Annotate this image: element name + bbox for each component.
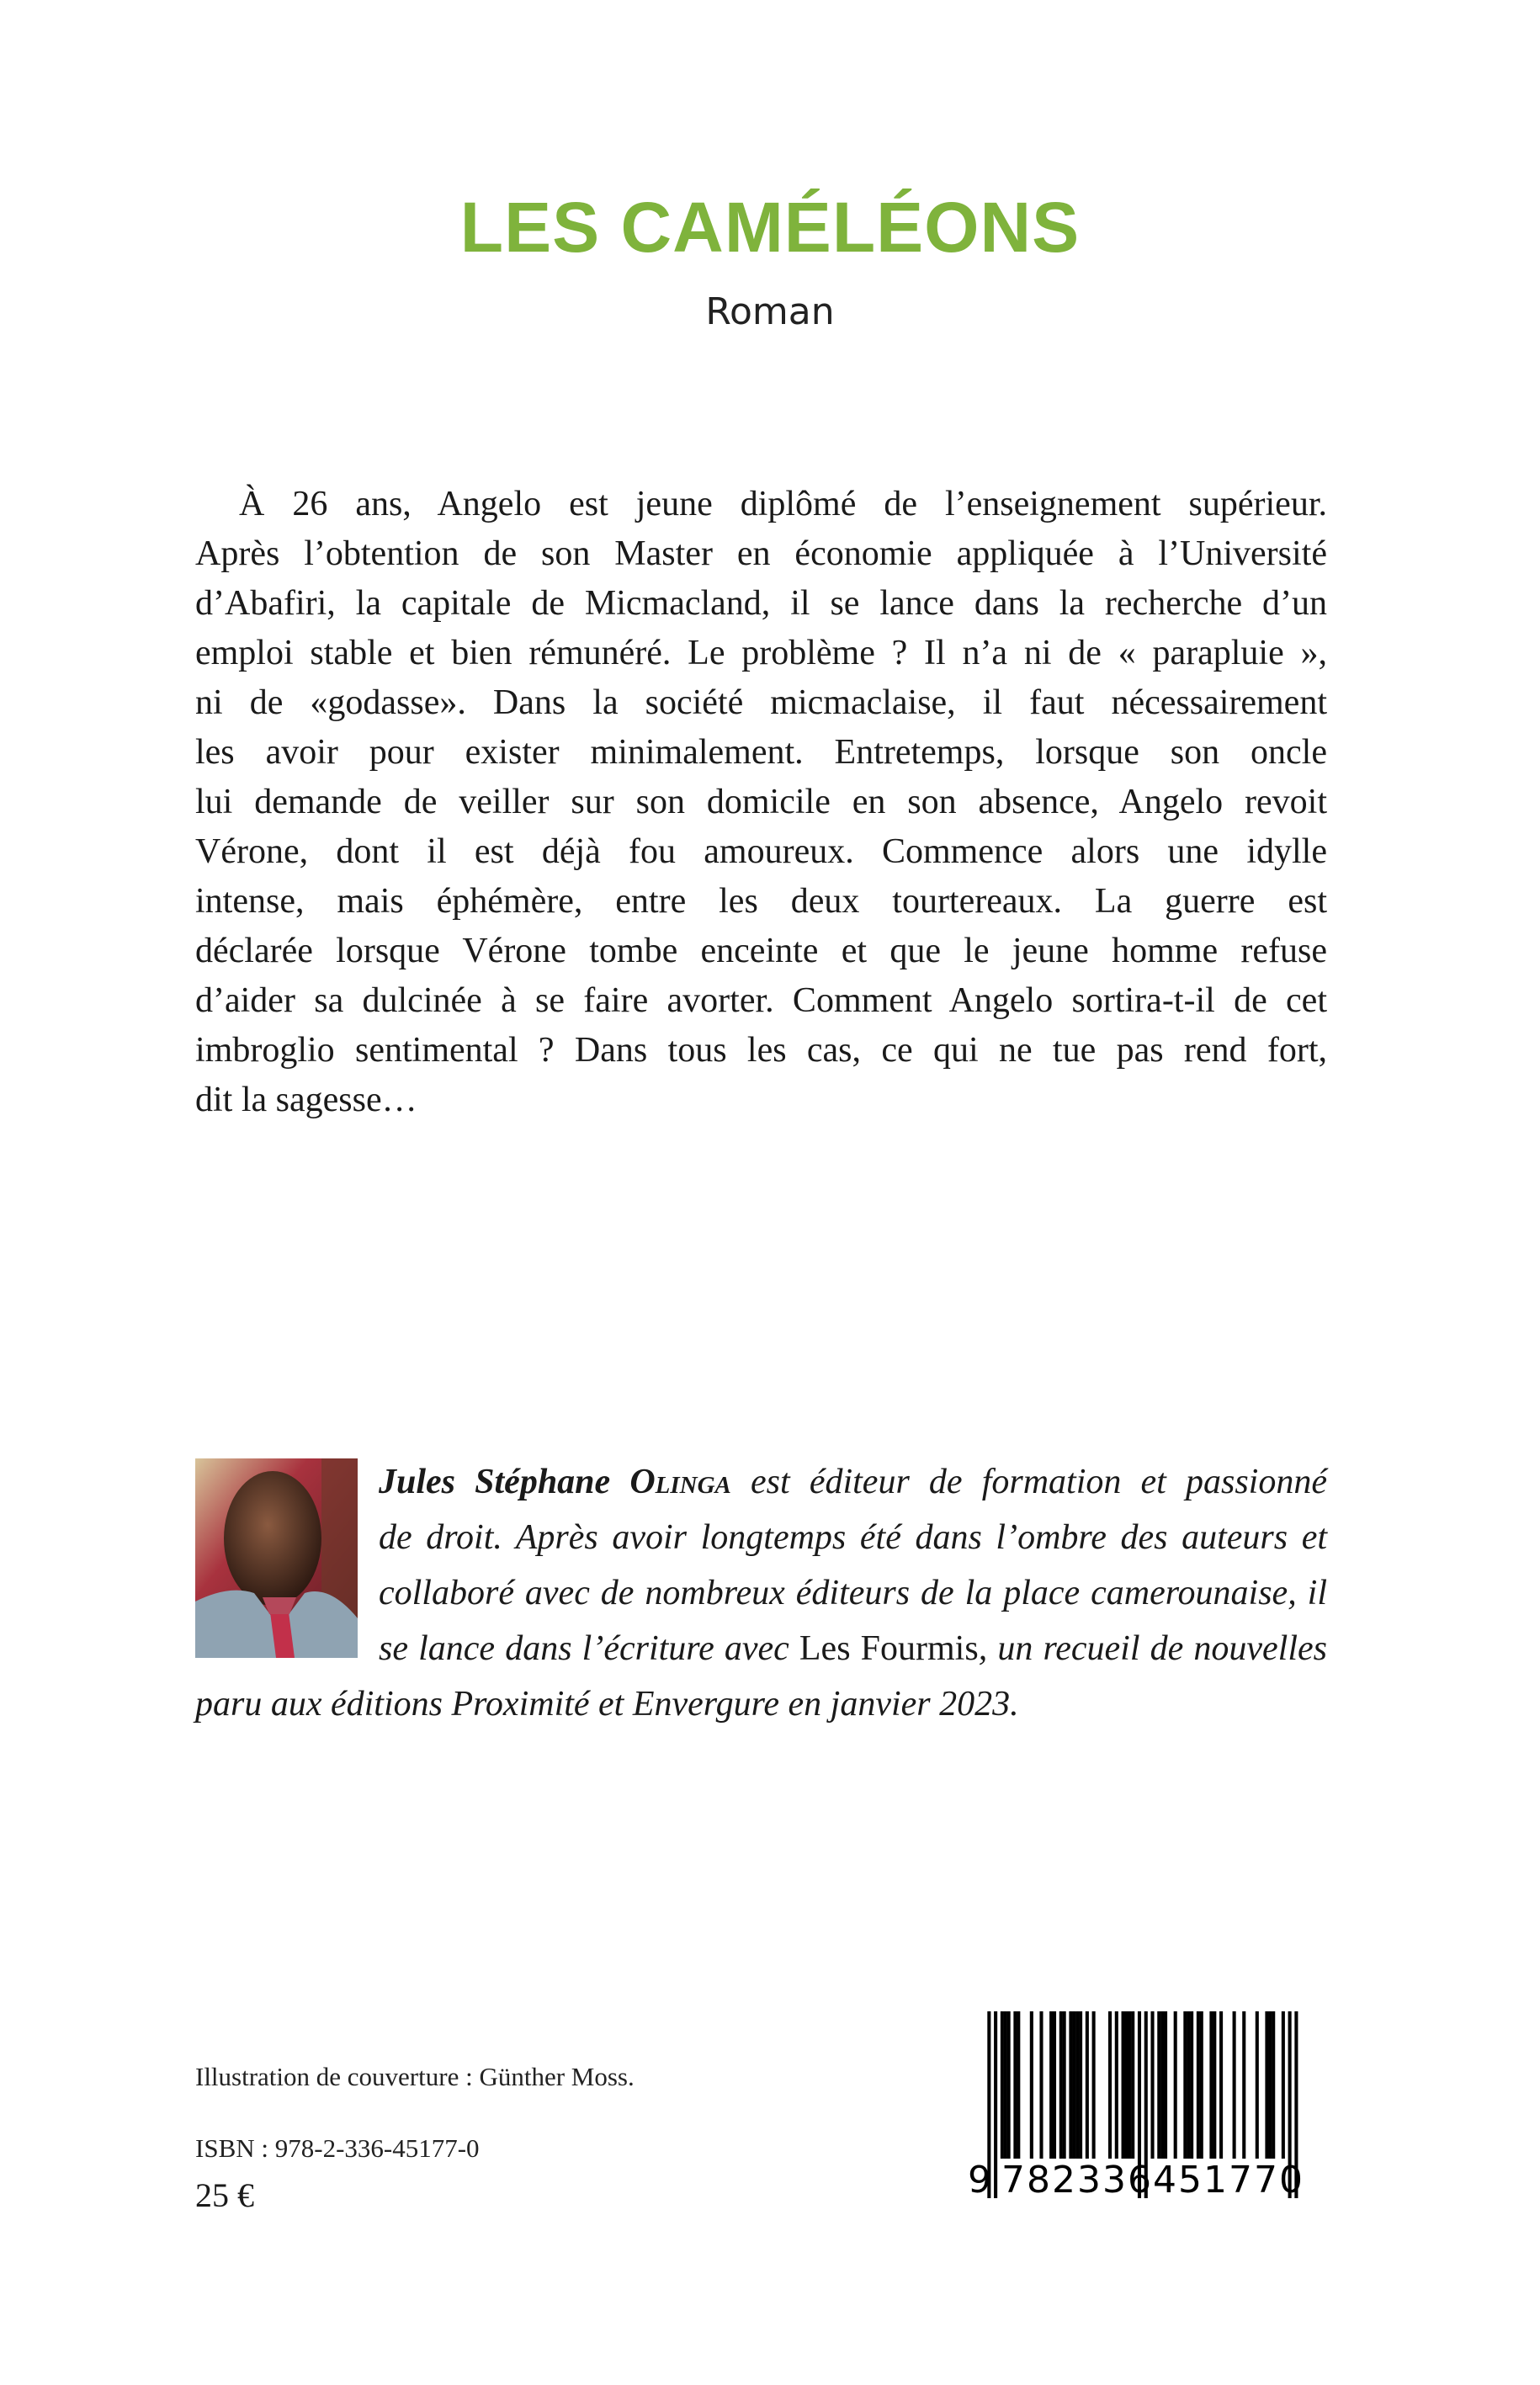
blurb-line: d’aider sa dulcinée à se faire avorter. Comment Angelo sortira-t-il de cet: [195, 981, 1327, 1020]
barcode-bar: [1190, 2011, 1193, 2159]
cited-book-title: Les Fourmis: [799, 1629, 979, 1668]
blurb-line: lui demande de veiller sur son domicile en son absence, Angelo revoit: [195, 783, 1327, 821]
blurb-line: déclarée lorsque Vérone tombe enceinte et que le jeune homme refuse: [195, 932, 1327, 970]
barcode-bar: [1157, 2011, 1160, 2159]
barcode-bar: [1265, 2011, 1268, 2159]
barcode-bar: [1039, 2011, 1043, 2159]
barcode-bar: [1004, 2011, 1007, 2159]
bio-line: [195, 1454, 1327, 1510]
bio-line: de droit. Après avoir longtemps été dans l’ombre des auteurs et: [379, 1518, 1327, 1557]
barcode-bar: [1013, 2011, 1017, 2159]
bio-text: , un recueil de nouvelles: [978, 1629, 1327, 1668]
blurb-line: d’Abafiri, la capitale de Micmacland, il se lance dans la recherche d’un: [195, 584, 1327, 623]
barcode-bar: [1079, 2011, 1082, 2159]
blurb-line: ni de «godasse». Dans la société micmaclaise, il faut nécessairement: [195, 683, 1327, 722]
barcode-bar: [1053, 2011, 1056, 2159]
barcode-bar: [1128, 2011, 1131, 2159]
bio-text: se lance dans l’écriture avec: [379, 1629, 799, 1668]
barcode-bar: [1030, 2011, 1033, 2159]
barcode-bar: [1160, 2011, 1164, 2159]
bio-line: collaboré avec de nombreux éditeurs de la place camerounaise, il: [379, 1574, 1327, 1612]
bio-line: [195, 1621, 1327, 1676]
illustration-credit: Illustration de couverture : Günther Moss.: [195, 2062, 635, 2091]
blurb-line: À 26 ans, Angelo est jeune diplômé de l’enseignement supérieur.: [239, 485, 1327, 523]
barcode-bar: [1086, 2011, 1089, 2159]
isbn: ISBN : 978-2-336-45177-0: [195, 2133, 480, 2163]
barcode-bar: [1075, 2011, 1079, 2159]
blurb-line: les avoir pour exister minimalement. Entretemps, lorsque son oncle: [195, 733, 1327, 772]
barcode-bar: [1007, 2011, 1011, 2159]
barcode-bar: [1063, 2011, 1066, 2159]
barcode-bar: [1124, 2011, 1128, 2159]
barcode-bar: [1069, 2011, 1072, 2159]
barcode-bar: [994, 2011, 997, 2198]
barcode-bar: [1108, 2011, 1112, 2159]
barcode-bar: [1131, 2011, 1134, 2159]
barcode-bar: [1115, 2011, 1118, 2159]
barcode-bar: [1256, 2011, 1259, 2159]
barcode-bar: [1164, 2011, 1167, 2159]
barcode-bar: [1213, 2011, 1216, 2159]
barcode-bar: [1272, 2011, 1275, 2159]
blurb-line: Vérone, dont il est déjà fou amoureux. Commence alors une idylle: [195, 832, 1327, 871]
blurb-line: emploi stable et bien rémunéré. Le problème ? Il n’a ni de « parapluie »,: [195, 634, 1327, 672]
book-title: LES CAMÉLÉONS: [459, 188, 1081, 267]
blurb-line: imbroglio sentimental ? Dans tous les cas, ce qui ne tue pas rend fort,: [195, 1031, 1327, 1070]
author-bio: [195, 1454, 1327, 1732]
bio-line: paru aux éditions Proximité et Envergure en janvier 2023.: [195, 1685, 1019, 1724]
barcode-bar: [1001, 2011, 1004, 2159]
barcode-digit-first: 9: [968, 2159, 991, 2202]
barcode-bar: [1059, 2011, 1063, 2159]
barcode-bar: [1017, 2011, 1020, 2159]
blurb-line: dit la sagesse…: [195, 1081, 417, 1119]
barcode-bar: [1219, 2011, 1223, 2159]
book-genre: Roman: [705, 290, 835, 333]
barcode-bar: [1174, 2011, 1177, 2159]
barcode-bar: [1268, 2011, 1272, 2159]
barcode-bar: [1242, 2011, 1245, 2159]
barcode-bar: [1282, 2011, 1285, 2159]
barcode-bar: [1209, 2011, 1213, 2159]
barcode-digits-left: 782336: [1001, 2159, 1153, 2202]
author-surname: Olinga: [629, 1463, 731, 1501]
barcode-bar: [1049, 2011, 1053, 2159]
barcode-bar: [1197, 2011, 1200, 2159]
blurb-line: intense, mais éphémère, entre les deux tourtereaux. La guerre est: [195, 882, 1327, 921]
blurb-line: Après l’obtention de son Master en économie appliquée à l’Université: [195, 534, 1327, 573]
barcode-digits-right: 451770: [1153, 2159, 1304, 2202]
barcode-bar: [1183, 2011, 1187, 2159]
bio-text: est éditeur de formation et passionné: [730, 1463, 1327, 1501]
price: 25 €: [195, 2176, 254, 2214]
barcode-bar: [1150, 2011, 1154, 2159]
barcode-bar: [1072, 2011, 1075, 2159]
barcode-bar: [1187, 2011, 1190, 2159]
barcode-bar: [1122, 2011, 1125, 2159]
barcode-bar: [1233, 2011, 1236, 2159]
blurb: [195, 480, 1327, 1125]
barcode-bar: [1200, 2011, 1203, 2159]
barcode-bar: [1092, 2011, 1096, 2159]
author-first-names: Jules Stéphane: [379, 1463, 630, 1501]
